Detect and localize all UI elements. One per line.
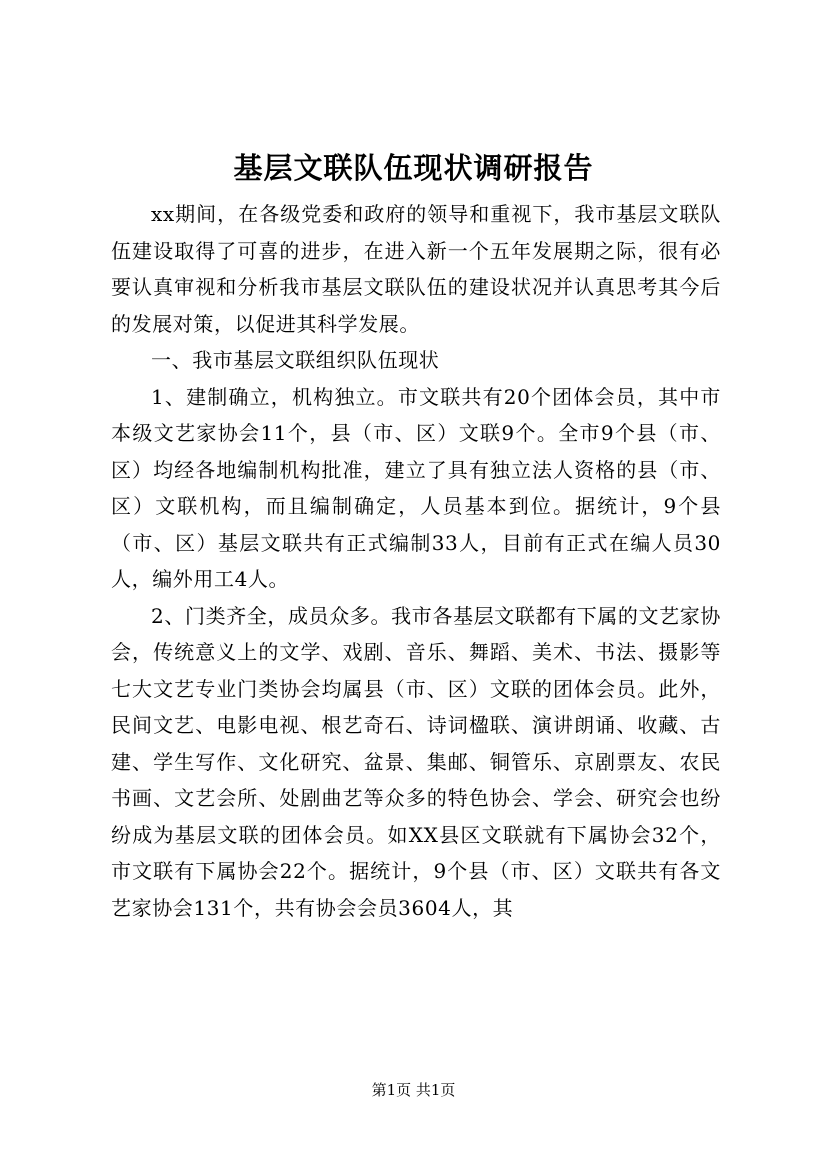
section-heading-1: 一、我市基层文联组织队伍现状 [151, 348, 440, 372]
body-paragraph-1: 1、建制确立，机构独立。市文联共有20个团体会员，其中市本级文艺家协会11个，县（市、区）文联9个。全市9个县（市、区）均经各地编制机构批准，建立了具有独立法人资格的县（市、区）文联机构，而且编制确定，人员基本到位。据统计，9个县（市、区）基层文联共有正式编制33人，目前有正式在编人员30人，编外用工4人。 [111, 384, 721, 591]
body-paragraph-2: 2、门类齐全，成员众多。我市各基层文联都有下属的文艺家协会，传统意义上的文学、戏剧、音乐、舞蹈、美术、书法、摄影等七大文艺专业门类协会均属县（市、区）文联的团体会员。此外，民间文艺、电影电视、根艺奇石、诗词楹联、演讲朗诵、收藏、古建、学生写作、文化研究、盆景、集邮、铜管乐、京剧票友、农民书画、文艺会所、处剧曲艺等众多的特色协会、学会、研究会也纷纷成为基层文联的团体会员。如XX县区文联就有下属协会32个，市文联有下属协会22个。据统计，9个县（市、区）文联共有各文艺家协会131个，共有协会会员3604人，其 [111, 603, 721, 920]
document-body [111, 196, 721, 926]
intro-paragraph: xx期间，在各级党委和政府的领导和重视下，我市基层文联队伍建设取得了可喜的进步，在进入新一个五年发展期之际，很有必要认真审视和分析我市基层文联队伍的建设状况并认真思考其今后的发展对策，以促进其科学发展。 [111, 202, 721, 336]
document-title: 基层文联队伍现状调研报告 [233, 151, 594, 185]
page-footer: 第1页 共1页 [371, 1081, 456, 1099]
